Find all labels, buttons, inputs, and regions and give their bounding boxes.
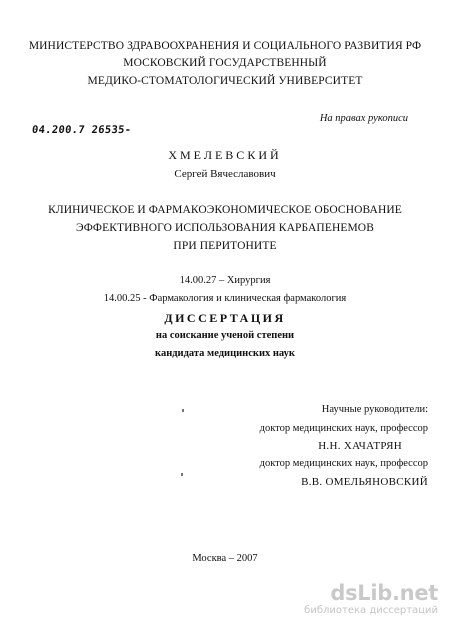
specialty-code: 14.00.27 – Хирургия	[179, 275, 271, 286]
dslib-watermark	[288, 582, 438, 617]
scan-speck	[182, 409, 184, 412]
university-name-line-1: МОСКОВСКИЙ ГОСУДАРСТВЕННЫЙ	[123, 57, 327, 69]
document-type: ДИССЕРТАЦИЯ	[164, 311, 286, 325]
scan-speck	[181, 473, 183, 476]
title-line: ПРИ ПЕРИТОНИТЕ	[173, 240, 277, 252]
watermark-logo: dsLib.net	[330, 581, 438, 605]
supervisors-heading: Научные руководители:	[321, 404, 428, 415]
ministry-name: МИНИСТЕРСТВО ЗДРАВООХРАНЕНИЯ И СОЦИАЛЬНОГО РАЗВИТИЯ РФ	[28, 40, 422, 52]
title-line: КЛИНИЧЕСКОЕ И ФАРМАКОЭКОНОМИЧЕСКОЕ ОБОСНОВАНИЕ	[48, 204, 402, 216]
library-stamp-code: 04.200.7 26535-	[31, 124, 132, 136]
supervisor-degree: доктор медицинских наук, профессор	[259, 423, 428, 434]
supervisor-name: В.В. ОМЕЛЬЯНОВСКИЙ	[301, 476, 428, 488]
specialty-code: 14.00.25 - Фармакология и клиническая фармакология	[103, 293, 347, 304]
watermark-subtitle: библиотека диссертаций	[304, 605, 438, 616]
supervisor-degree: доктор медицинских наук, профессор	[259, 458, 428, 469]
degree-line: на соискание ученой степени	[155, 330, 295, 341]
degree-line: кандидата медицинских наук	[155, 348, 295, 359]
university-name-line-2: МЕДИКО-СТОМАТОЛОГИЧЕСКИЙ УНИВЕРСИТЕТ	[87, 75, 363, 87]
author-given-names: Сергей Вячеславович	[174, 168, 276, 180]
author-surname: ХМЕЛЕВСКИЙ	[168, 148, 282, 162]
title-line: ЭФФЕКТИВНОГО ИСПОЛЬЗОВАНИЯ КАРБАПЕНЕМОВ	[75, 222, 374, 234]
supervisor-name: Н.Н. ХАЧАТРЯН	[318, 440, 402, 452]
manuscript-rights-note: На правах рукописи	[319, 113, 408, 124]
city-and-year: Москва – 2007	[192, 553, 258, 564]
